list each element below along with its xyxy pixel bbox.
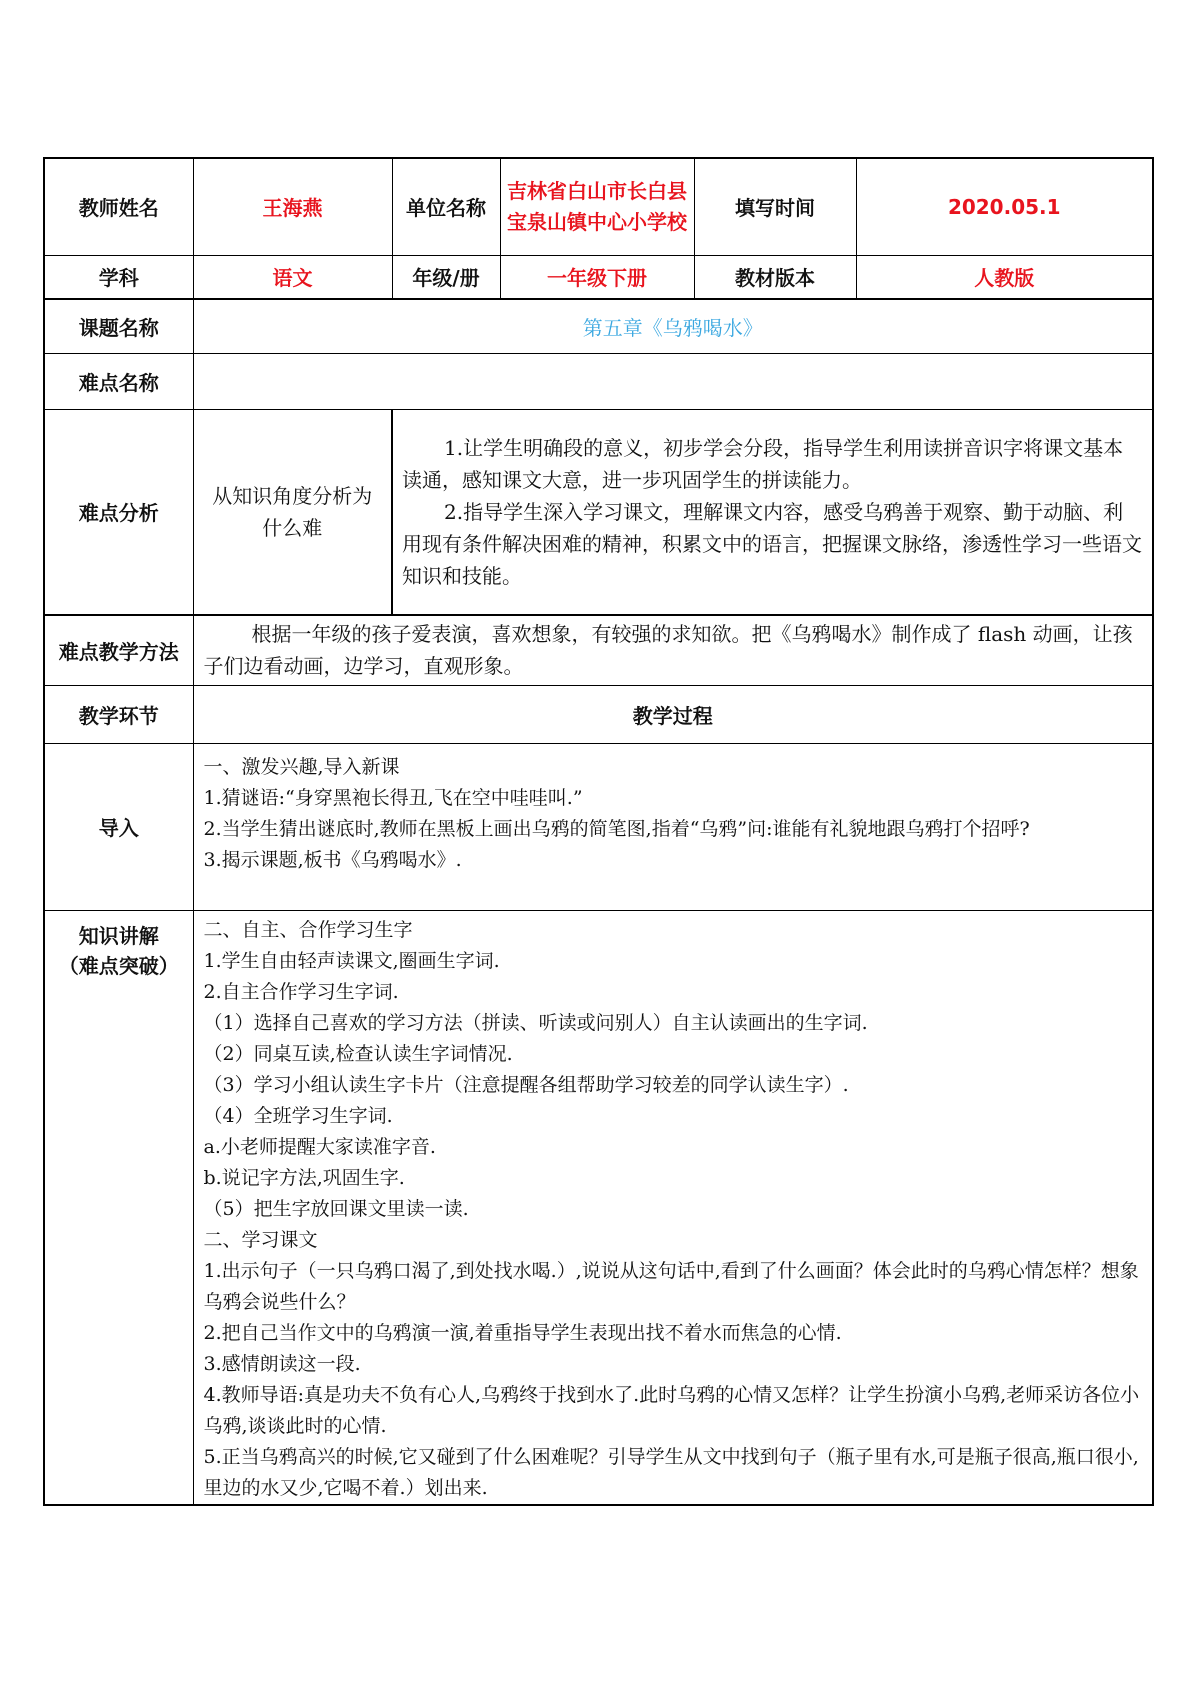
explain-line: 1.出示句子（一只乌鸦口渴了,到处找水喝.）,说说从这句话中,看到了什么画面？体会此时的乌鸦心情怎样？想象乌鸦会说些什么？ xyxy=(203,1259,1139,1313)
explain-line: 2.把自己当作文中的乌鸦演一演,着重指导学生表现出找不着水而焦急的心情. xyxy=(203,1321,842,1344)
difficulty-name-value xyxy=(193,353,1153,409)
explain-line: 二、学习课文 xyxy=(203,1228,318,1251)
intro-line: 1.猜谜语:“身穿黑袍长得丑,飞在空中哇哇叫.” xyxy=(203,786,583,809)
explain-line: 3.感情朗读这一段. xyxy=(203,1352,361,1375)
explain-line: a.小老师提醒大家读准字音. xyxy=(203,1135,436,1158)
explain-line: 二、自主、合作学习生字 xyxy=(203,918,413,941)
explain-line: （4）全班学习生字词. xyxy=(203,1104,393,1127)
intro-line: 2.当学生猜出谜底时,教师在黑板上画出乌鸦的简笔图,指着“乌鸦”问:谁能有礼貌地跟乌鸦打个招呼? xyxy=(203,817,1030,840)
edition-value: 人教版 xyxy=(856,255,1153,299)
explain-line: b.说记字方法,巩固生字. xyxy=(203,1166,405,1189)
unit-name-label: 单位名称 xyxy=(392,158,500,255)
explain-line: （2）同桌互读,检查认读生字词情况. xyxy=(203,1042,513,1065)
explain-line: （3）学习小组认读生字卡片（注意提醒各组帮助学习较差的同学认读生字）. xyxy=(203,1073,849,1096)
intro-line: 一、激发兴趣,导入新课 xyxy=(203,755,400,778)
date-label: 填写时间 xyxy=(694,158,856,255)
unit-name-value: 吉林省白山市长白县宝泉山镇中心小学校 xyxy=(500,158,694,255)
analysis-paragraph-2: 2.指导学生深入学习课文，理解课文内容，感受乌鸦善于观察、勤于动脑、利用现有条件解决困难的精神，积累文中的语言，把握课文脉络，渗透性学习一些语文知识和技能。 xyxy=(402,499,1142,588)
stage-header: 教学环节 xyxy=(44,685,193,743)
teacher-name-value: 王海燕 xyxy=(193,158,392,255)
topic-value: 第五章《乌鸦喝水》 xyxy=(193,299,1153,353)
subject-value: 语文 xyxy=(193,255,392,299)
grade-label: 年级/册 xyxy=(392,255,500,299)
method-text: 根据一年级的孩子爱表演，喜欢想象，有较强的求知欲。把《乌鸦喝水》制作成了 flash 动画，让孩子们边看动画，边学习，直观形象。 xyxy=(203,622,1133,679)
analysis-sub-label: 从知识角度分析为什么难 xyxy=(193,409,392,615)
subject-label: 学科 xyxy=(44,255,193,299)
explain-line: 5.正当乌鸦高兴的时候,它又碰到了什么困难呢？引导学生从文中找到句子（瓶子里有水,可是瓶子很高,瓶口很小,里边的水又少,它喝不着.）划出来. xyxy=(203,1445,1139,1499)
explain-label-line1: 知识讲解 xyxy=(78,923,159,948)
intro-line: 3.揭示课题,板书《乌鸦喝水》. xyxy=(203,848,462,871)
analysis-paragraph-1: 1.让学生明确段的意义，初步学会分段，指导学生利用读拼音识字将课文基本读通，感知课文大意，进一步巩固学生的拼读能力。 xyxy=(402,435,1124,492)
method-label: 难点教学方法 xyxy=(44,615,193,685)
explain-content xyxy=(193,910,1153,1505)
explain-line: 1.学生自由轻声读课文,圈画生字词. xyxy=(203,949,500,972)
explain-label-line2: （难点突破） xyxy=(58,953,179,978)
analysis-content xyxy=(396,409,1153,615)
process-header: 教学过程 xyxy=(193,685,1153,743)
explain-line: 2.自主合作学习生字词. xyxy=(203,980,399,1003)
explain-line: 4.教师导语:真是功夫不负有心人,乌鸦终于找到水了.此时乌鸦的心情又怎样？让学生扮演小乌鸦,老师采访各位小乌鸦,谈谈此时的心情. xyxy=(203,1383,1140,1437)
teacher-name-label: 教师姓名 xyxy=(44,158,193,255)
difficulty-name-label: 难点名称 xyxy=(44,353,193,409)
edition-label: 教材版本 xyxy=(694,255,856,299)
grade-value: 一年级下册 xyxy=(500,255,694,299)
date-value: 2020.05.1 xyxy=(856,158,1153,255)
lesson-plan-grid xyxy=(43,157,1154,1506)
intro-label: 导入 xyxy=(44,743,193,910)
intro-content xyxy=(193,743,1153,910)
topic-label: 课题名称 xyxy=(44,299,193,353)
explain-line: （5）把生字放回课文里读一读. xyxy=(203,1197,469,1220)
lesson-plan-table xyxy=(43,157,1152,1506)
analysis-label: 难点分析 xyxy=(44,409,193,615)
explain-label xyxy=(44,910,193,1505)
method-content xyxy=(193,615,1153,685)
explain-line: （1）选择自己喜欢的学习方法（拼读、听读或问别人）自主认读画出的生字词. xyxy=(203,1011,868,1034)
